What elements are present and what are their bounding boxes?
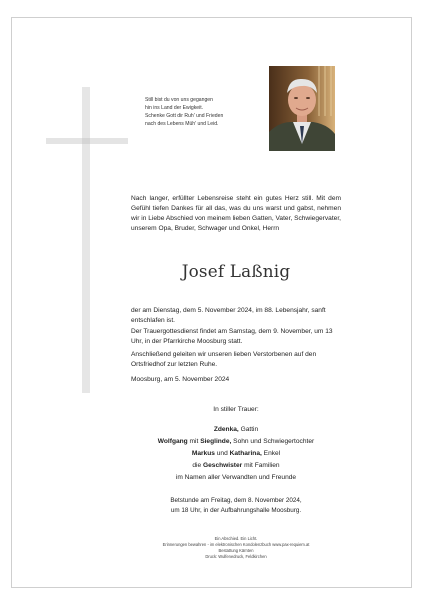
death-notice: der am Dienstag, dem 5. November 2024, im 88. Lebensjahr, sanft entschlafen ist.	[131, 307, 326, 325]
footer-line: Druck: Wulfenedruck, Feldkirchen	[205, 553, 267, 559]
poem-line: hin ins Land der Ewigkeit.	[145, 104, 204, 111]
mourners-heading: In stiller Trauer:	[213, 406, 259, 413]
portrait-photo	[269, 66, 335, 151]
deceased-name: Josef Laßnig	[181, 261, 291, 281]
mourner-name: Zdenka,	[213, 425, 239, 433]
mourners-block	[120, 404, 352, 483]
mourner-name: Wolfgang	[157, 437, 188, 445]
footer	[120, 536, 352, 560]
mourner-relation: mit Familien	[242, 461, 280, 469]
poem-line: Schenke Gott dir Ruh' und Frieden	[145, 112, 224, 119]
mourner-connector: und	[214, 449, 230, 457]
place-date: Moosburg, am 5. November 2024	[131, 376, 230, 383]
mourner-name: Sieglinde,	[200, 437, 232, 445]
mourner-line	[120, 460, 352, 472]
mourner-relation: Gattin	[238, 425, 259, 433]
mourner-name: Geschwister	[203, 461, 243, 469]
cross-icon	[44, 85, 130, 395]
prayer-notice	[120, 496, 352, 516]
mourner-connector: die	[192, 461, 204, 469]
mourner-relation: Enkel	[261, 449, 281, 457]
mourner-line	[120, 424, 352, 436]
burial-notice: Anschließend geleiten wir unseren lieben Verstorbenen auf den Ortsfriedhof zur letzten Ruhe.	[131, 351, 317, 369]
mourner-relation: Sohn und Schwiegertochter	[231, 437, 315, 445]
prayer-line: Betstunde am Freitag, dem 8. November 2024,	[170, 497, 302, 504]
poem-line: nach des Lebens Müh' und Leid.	[145, 120, 219, 127]
prayer-line: um 18 Uhr, in der Aufbahrungshalle Moosburg.	[170, 506, 302, 514]
service-notice: Der Trauergottesdienst findet am Samstag, dem 9. November, um 13 Uhr, in der Pfarrkirche Moosburg statt.	[131, 328, 333, 346]
poem-line: Still bist du von uns gegangen	[145, 97, 213, 103]
mourner-connector: mit	[187, 437, 201, 445]
memorial-poem	[145, 97, 263, 129]
intro-text: Nach langer, erfüllter Lebensreise steht ein gutes Herz still. Mit dem Gefühl tiefen Dankes für all das, was du uns warst und gabst, nehmen wir in Liebe Abschied von meinem lieben Gatten, Vater, Schwiegervater, unserem Opa, Bruder, Schwager und Onkel, Herrn	[131, 195, 341, 233]
footer-line: Erinnerungen bewahren - im elektronischen Kondolenzbuch www.pax-requiem.at	[162, 541, 310, 547]
footer-line: Bestattung Kärnten	[218, 547, 254, 553]
mourner-line	[120, 448, 352, 460]
mourner-line	[120, 436, 352, 448]
mourner-line: im Namen aller Verwandten und Freunde	[175, 473, 297, 481]
mourner-name: Katharina,	[229, 449, 262, 457]
mourner-name: Markus	[191, 449, 215, 457]
footer-line: Ein Abschied. Ein Licht.	[214, 536, 258, 541]
